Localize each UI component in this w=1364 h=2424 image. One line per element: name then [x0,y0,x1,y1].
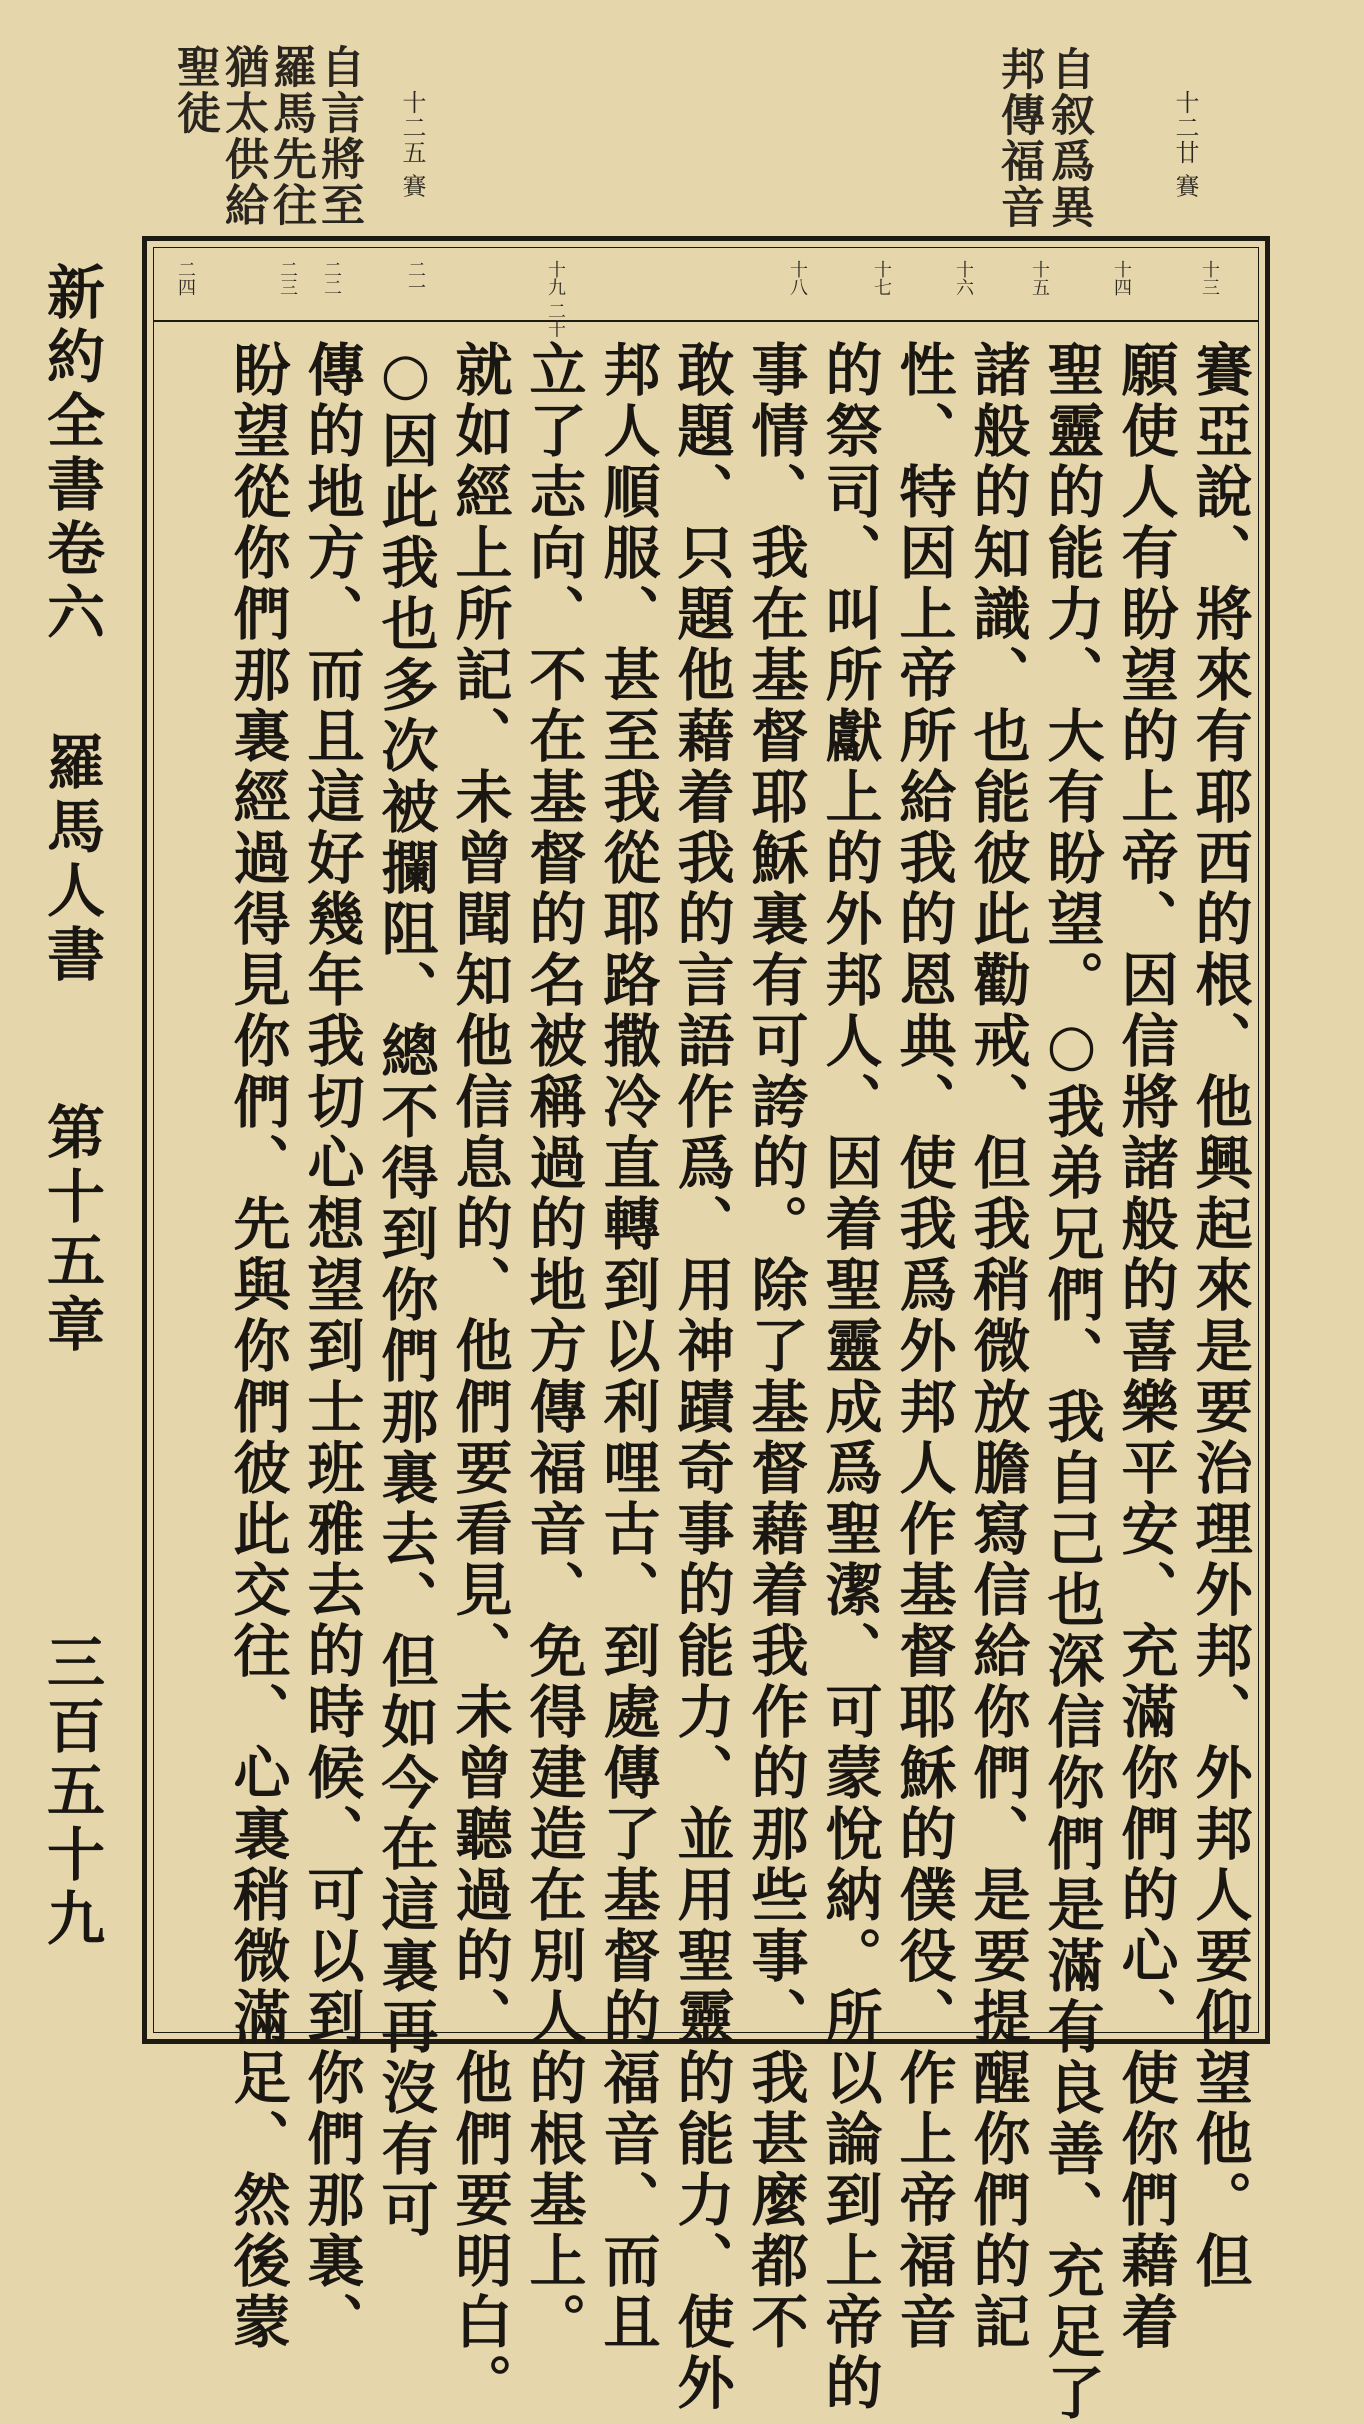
text-frame [142,236,1270,2424]
margin-note-1-ref: 十二廿 賽 [1171,90,1199,199]
verse-number: 十五 [1029,260,1050,296]
text-column: 盼望從你們那裏經過得見你們、先與你們彼此交往、心裏稍微滿足、然後蒙 [224,340,291,2353]
text-frame-inner [153,247,1259,2424]
margin-note-2-line-2: 羅馬先往 [265,44,316,228]
text-column: 敢題、只題他藉着我的言語作爲、用神蹟奇事的能力、並用聖靈的能力、使外 [668,340,735,2414]
text-column: 立了志向、不在基督的名被稱過的地方傳福音、免得建造在別人的根基上。 [520,340,587,2353]
margin-note-1-line-1: 自叙爲異 [1043,46,1094,230]
verse-number: 十三 [1199,260,1220,296]
running-head [34,262,116,2042]
text-column: ○因此我也多次被攔阻、總不得到你們那裏去、但如今在這裏再沒有可 [372,340,439,2241]
text-column: 願使人有盼望的上帝、因信將諸般的喜樂平安、充滿你們的心、使你們藉着 [1112,340,1179,2353]
text-column: 傳的地方、而且這好幾年我切心想望到士班雅去的時候、可以到你們那裏、 [298,340,365,2353]
margin-note-2-ref: 十二五 賽 [398,90,426,199]
verse-number: 十八 [787,260,808,296]
chapter-label: 第十五章 [37,1102,105,1358]
margin-note-2-line-3: 猶太供給 [217,44,268,228]
verse-number: 十九 二十 [545,260,566,338]
text-column: 邦人順服、甚至我從耶路撒冷直轉到以利哩古、到處傳了基督的福音、而且 [594,340,661,2353]
verse-number-strip [154,248,1258,338]
text-column: 賽亞說、將來有耶西的根、他興起來是要治理外邦、外邦人要仰望他。但 [1186,340,1253,2292]
verse-number: 十七 [871,260,892,296]
verse-number: 十四 [1111,260,1132,296]
text-column: 性、特因上帝所給我的恩典、使我爲外邦人作基督耶穌的僕役、作上帝福音 [890,340,957,2353]
book-title: 新約全書卷六 [37,262,105,646]
verse-number: 二四 [175,260,196,296]
text-column: 諸般的知識、也能彼此勸戒、但我稍微放膽寫信給你們、是要提醒你們的記 [964,340,1031,2353]
verse-number: 二二 [321,260,342,296]
verse-number: 二三 [277,260,298,296]
margin-note-1-line-2: 邦傳福音 [993,46,1044,230]
text-column: 就如經上所記、未曾聞知他信息的、他們要看見、未曾聽過的、他們要明白。 [446,340,513,2414]
verse-number: 十六 [953,260,974,296]
margin-notes [0,40,1364,240]
text-column: 事情、我在基督耶穌裏有可誇的。除了基督藉着我作的那些事、我甚麼都不 [742,340,809,2353]
page-number: 三百五十九 [37,1632,105,1952]
verse-number: 二一 [405,260,426,296]
epistle-title: 羅馬人書 [37,732,105,988]
margin-note-2-line-1: 自言將至 [313,44,364,228]
margin-note-2-line-4: 聖徒 [169,44,220,136]
text-column: 的祭司、叫所獻上的外邦人、因着聖靈成爲聖潔、可蒙悅納。所以論到上帝的 [816,340,883,2414]
text-column: 聖靈的能力、大有盼望。○我弟兄們、我自己也深信你們是滿有良善、充足了 [1038,340,1105,2424]
